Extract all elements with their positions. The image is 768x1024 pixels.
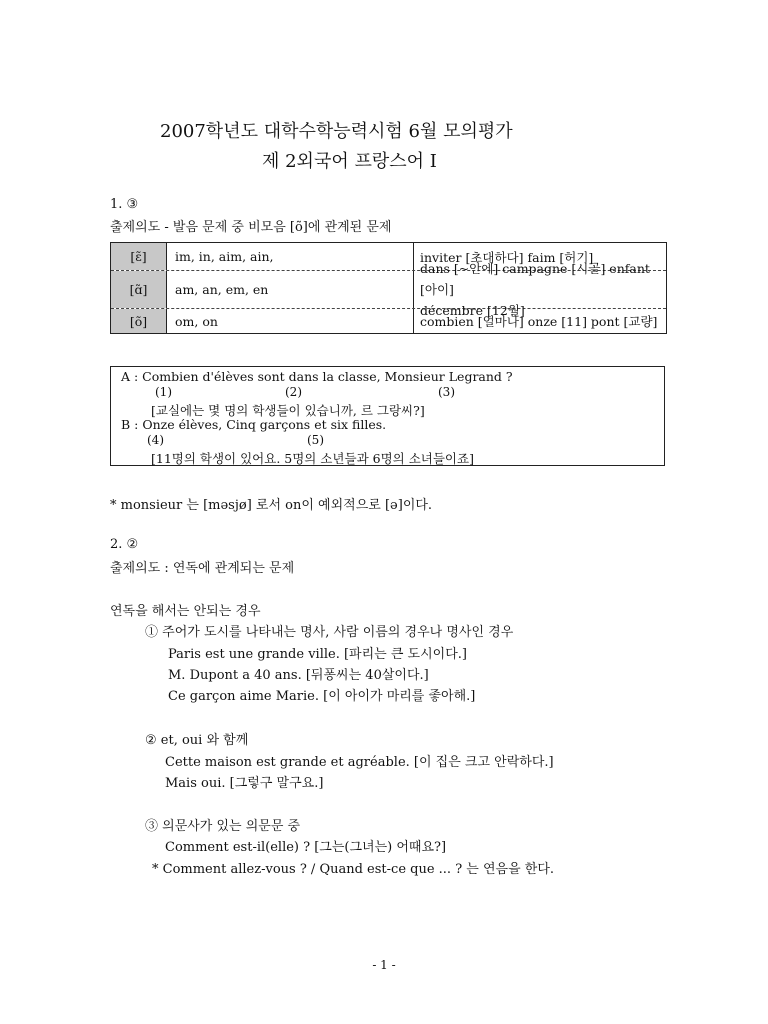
case1-example: Paris est une grande ville. [파리는 큰 도시이다.]	[168, 647, 467, 662]
sound-cell: [ɑ̃]	[111, 271, 167, 308]
dialogue-b-translation: [11명의 학생이 있어요. 5명의 소년들과 6명의 소녀들이죠]	[151, 451, 474, 466]
spelling-cell: om, on	[167, 309, 414, 333]
dialogue-a-translation: [교실에는 몇 명의 학생들이 있습니까, 르 그랑씨?]	[151, 403, 425, 418]
page-number: - 1 -	[372, 958, 396, 972]
example-cell: combien [얼마나] onze [11] pont [교량]	[420, 314, 658, 329]
example-line: dans [~안에] campagne [시골] enfant [아이]	[420, 261, 650, 297]
case1-example: Ce garçon aime Marie. [이 아이가 마리를 좋아해.]	[168, 689, 476, 704]
table-row	[111, 309, 666, 333]
liaison-marker: (3)	[438, 385, 455, 399]
q1-number: 1. ③	[110, 197, 139, 212]
dialogue-a-line: A : Combien d'élèves sont dans la classe, Monsieur Legrand ?	[121, 369, 513, 384]
liaison-marker: (1)	[155, 385, 172, 399]
case2-example: Cette maison est grande et agréable. [이 집은 크고 안락하다.]	[165, 755, 554, 770]
spelling-cell: am, an, em, en	[167, 271, 414, 308]
spelling-cell: im, in, aim, ain,	[167, 243, 414, 270]
table-row	[111, 261, 666, 318]
liaison-marker: (2)	[285, 385, 302, 399]
liaison-marker: (4)	[147, 433, 164, 447]
q2-intent: 출제의도 : 연독에 관계되는 문제	[110, 561, 295, 576]
q2-subtitle: 연독을 해서는 안되는 경우	[110, 604, 261, 619]
dialogue-box	[110, 366, 665, 466]
case1-heading: ① 주어가 도시를 나타내는 명사, 사람 이름의 경우나 명사인 경우	[145, 625, 514, 640]
case3-example: Comment est-il(elle) ? [그는(그녀는) 어때요?]	[165, 840, 447, 855]
doc-title-line1: 2007학년도 대학수학능력시험 6월 모의평가	[160, 121, 513, 142]
q1-note: * monsieur 는 [məsjø] 로서 on이 예외적으로 [ə]이다.	[110, 498, 433, 513]
doc-title-line2: 제 2외국어 프랑스어 I	[262, 151, 437, 172]
case2-heading: ② et, oui 와 함께	[145, 733, 249, 748]
dialogue-b-line: B : Onze élèves, Cinq garçons et six filles.	[121, 417, 387, 432]
example-line: décembre [12월]	[420, 303, 525, 318]
sound-cell: [õ]	[111, 309, 167, 333]
liaison-marker: (5)	[307, 433, 324, 447]
example-cell: inviter [초대하다] faim [허기]	[420, 249, 594, 265]
q2-number: 2. ②	[110, 537, 139, 552]
example-cell	[414, 261, 666, 318]
case2-example: Mais oui. [그렇구 말구요.]	[165, 776, 324, 791]
case3-heading: ③ 의문사가 있는 의문문 중	[145, 819, 301, 834]
sound-cell: [ɛ̃]	[111, 243, 167, 270]
nasal-vowel-table	[110, 242, 667, 334]
case3-note: * Comment allez-vous ? / Quand est-ce que ... ? 는 연음을 한다.	[152, 862, 555, 877]
case1-example: M. Dupont a 40 ans. [뒤퐁씨는 40살이다.]	[168, 668, 429, 683]
q1-intent: 출제의도 - 발음 문제 중 비모음 [õ]에 관계된 문제	[110, 220, 392, 235]
